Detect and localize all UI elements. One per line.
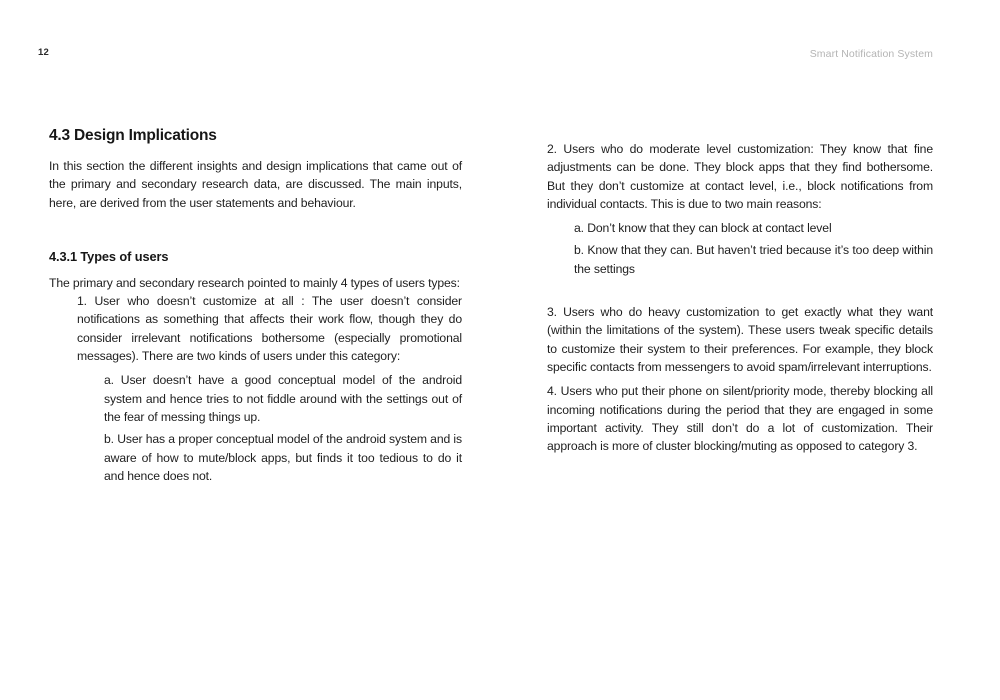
list-item-1a: a. User doesn’t have a good conceptual model of the android system and hence tries to not fiddle around with the settings out of the fear of messing things up. [104,373,462,424]
page-number: 12 [38,47,49,58]
list-item-4: 4. Users who put their phone on silent/priority mode, thereby blocking all incoming notifications during the period that they are engaged in some important activity. They still don’t do a lot of customization. Their approach is more of cluster blocking/muting as opposed to category 3. [547,384,933,454]
list-item-2b: b. Know that they can. But haven’t tried because it’s too deep within the settings [574,243,933,276]
list-item-2: 2. Users who do moderate level customization: They know that fine adjustments can be done. They block apps that they find bothersome. But they don’t customize at contact level, i.e., block notifications from individual contacts. This is due to two main reasons: [547,142,933,211]
running-header-title: Smart Notification System [809,48,933,60]
list-item-1b: b. User has a proper conceptual model of the android system and is aware of how to mute/block apps, but finds it too tedious to do it and hence does not. [104,432,462,483]
left-column [49,126,462,485]
section-intro-paragraph: In this section the different insights and design implications that came out of the primary and secondary research data, are discussed. The main inputs, here, are derived from the user statements and behaviour. [49,159,462,210]
subsection-heading: 4.3.1 Types of users [49,248,169,264]
right-column [547,140,933,455]
subsection-lead-paragraph: The primary and secondary research pointed to mainly 4 types of users types: [49,275,460,290]
list-item-2a: a. Don’t know that they can block at contact level [574,221,832,236]
list-item-3: 3. Users who do heavy customization to get exactly what they want (within the limitations of the system). These users tweak specific details to customize their system to their preferences. For example, they block specific contacts from messengers to avoid spam/irrelevant interruptions. [547,305,933,374]
section-heading: 4.3 Design Implications [49,127,217,144]
list-item-1: 1. User who doesn’t customize at all : The user doesn’t consider notifications as something that affects their work flow, though they do consider irrelevant notifications bothersome (especially promotional messages). There are two kinds of users under this category: [77,294,462,364]
